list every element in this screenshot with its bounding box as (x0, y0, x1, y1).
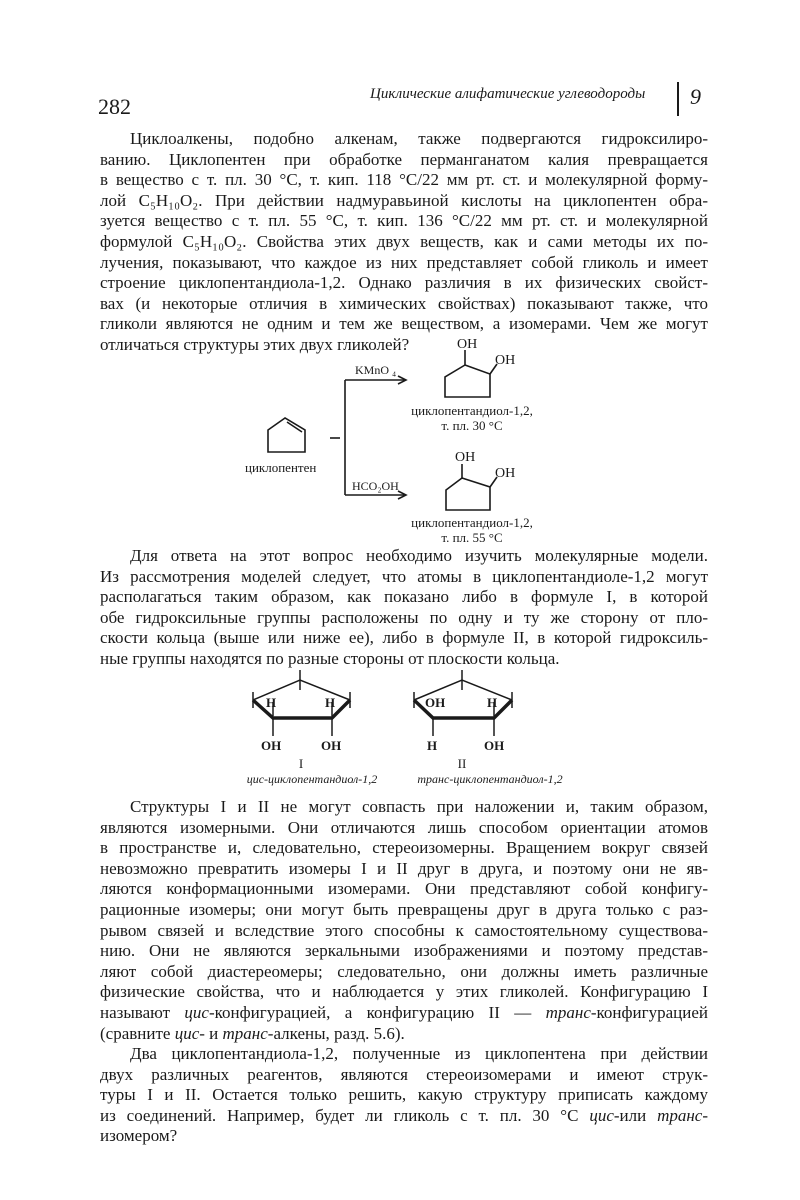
text-segment: -конфигурацией, а конфигурацию II — (208, 1002, 546, 1022)
structure-II-caption: транс-циклопентандиол-1,2 (417, 772, 563, 786)
oh-label: OH (425, 695, 446, 710)
reagent-bottom: HCO₂OH (352, 479, 399, 493)
product-top-mp: т. пл. 30 °С (441, 418, 503, 433)
page-number: 282 (98, 94, 131, 119)
product-bottom-ring (446, 478, 490, 510)
text-segment: вах (и некоторые отличия в химических свойствах) показывают также, что (100, 293, 708, 313)
reagent-top: KMnO ₄ (355, 363, 397, 377)
text-segment: рывом связей и вследствие этого способны к самостоятельному существова- (100, 920, 708, 940)
text-segment: Циклоалкены, подобно алкенам, также подвергаются гидроксилиро- (130, 129, 708, 148)
text-segment: скости кольца (выше или ниже ее), либо в формуле II, в которой гидроксиль- (100, 628, 708, 648)
text-segment: Структуры I и II не могут совпасть при наложении и, таким образом, (130, 797, 708, 816)
oh-label: OH (495, 466, 516, 481)
text-segment: Два циклопентандиола-1,2, полученные из циклопентена при действии (130, 1044, 708, 1063)
text-segment: формулой C₅H₁₀O₂. Свойства этих двух веществ, как и сами методы их по- (100, 231, 708, 251)
h-label: H (325, 695, 336, 710)
oh-label: OH (484, 738, 505, 753)
italic-term: цис (184, 1002, 209, 1022)
italic-term: цис (589, 1105, 614, 1125)
text-segment: являются изомерными. Они отличаются лишь способом ориентации атомов (100, 817, 708, 837)
text-segment: располагаться таким образом, как показано либо в формуле I, в которой (100, 587, 708, 607)
text-segment: -или (613, 1105, 658, 1125)
text-segment: -конфигурацией (590, 1002, 708, 1022)
oh-label: OH (261, 738, 282, 753)
product-bottom-name: циклопентандиол-1,2, (411, 515, 533, 530)
text-segment: гликоли являются не одним и тем же веществом, а изомерами. Чем же могут (100, 314, 708, 334)
h-label: H (266, 695, 277, 710)
structure-I-caption: цис-циклопентандиол-1,2 (246, 772, 378, 786)
text-segment: в вещество с т. пл. 30 °С, т. кип. 118 °С/22 мм рт. ст. и молекулярной форму- (100, 170, 708, 190)
text-segment: ляются конформационными изомерами. Они представляют собой конфигу- (100, 879, 708, 899)
text-segment: Из рассмотрения моделей следует, что атомы в циклопентандиоле-1,2 могут (100, 566, 708, 586)
text-segment: двух различных реагентов, являются стереоизомерами и имеют струк- (100, 1064, 708, 1084)
h-label: H (427, 738, 438, 753)
chapter-number: 9 (690, 84, 701, 109)
text-segment: - (702, 1105, 708, 1125)
text-segment: физические свойства, что и наблюдается у этих гликолей. Конфигурацию I (100, 982, 708, 1002)
text-segment: -алкены, разд. 5.6). (267, 1023, 405, 1043)
text-segment: строение циклопентандиола-1,2. Однако различия в их физических свойст- (100, 273, 708, 293)
text-segment: отличаться структуры этих двух гликолей? (100, 334, 410, 354)
text-segment: нию. Они не являются зеркальными изображениями и поэтому представ- (100, 941, 708, 961)
text-segment: невозможно превратить изомеры I и II друг в друга, и поэтому они не яв- (100, 858, 708, 878)
italic-term: транс (657, 1105, 703, 1125)
text-segment: из соединений. Например, будет ли гликоль с т. пл. 30 °С (100, 1105, 590, 1125)
text-segment: лучения, показывают, что каждое из них представляет собой гликоль и имеет (100, 252, 708, 272)
product-bottom-mp: т. пл. 55 °С (441, 530, 503, 545)
oh-label: OH (457, 337, 478, 352)
text-segment: ванию. Циклопентен при обработке перманганатом калия превращается (100, 149, 708, 169)
structure-II-label: II (457, 756, 467, 771)
text-segment: обе гидроксильные группы расположены по одну и ту же сторону от пло- (100, 607, 708, 627)
text-segment: в пространстве и, следовательно, стереоизомерны. Вращением вокруг связей (100, 838, 708, 858)
text-segment: - и (199, 1023, 223, 1043)
text-segment: зуется вещество с т. пл. 55 °С, т. кип. 136 °С/22 мм рт. ст. и молекулярной (100, 211, 708, 231)
text-segment: туры I и II. Остается только решить, какую структуру приписать каждому (100, 1085, 708, 1105)
text-segment: ляют собой диастереомеры; следовательно, они должны иметь различные (100, 961, 708, 981)
product-top-name: циклопентандиол-1,2, (411, 403, 533, 418)
text-segment: изомером? (100, 1126, 178, 1146)
italic-term: транс (222, 1023, 268, 1043)
oh-label: OH (495, 353, 516, 368)
text-segment: рационные изомеры; они могут быть превращены друг в друга только с раз- (100, 899, 708, 919)
cyclopentene-ring (268, 418, 305, 452)
text-segment: называют (100, 1002, 185, 1022)
oh-label: OH (321, 738, 342, 753)
h-label: H (487, 695, 498, 710)
structure-I-label: I (298, 756, 304, 771)
running-title: Циклические алифатические углеводороды (370, 86, 646, 102)
italic-term: транс (545, 1002, 591, 1022)
italic-term: цис (174, 1023, 200, 1043)
text-segment: ные группы находятся по разные стороны от плоскости кольца. (100, 648, 560, 668)
reactant-label: циклопентен (245, 460, 317, 475)
text-segment: Для ответа на этот вопрос необходимо изучить молекулярные модели. (130, 546, 708, 565)
text-segment: лой C₅H₁₀O₂. При действии надмуравьиной кислоты на циклопентен обра- (100, 190, 708, 210)
oh-label: OH (455, 450, 476, 465)
product-top-ring (445, 365, 490, 397)
text-segment: (сравните (100, 1023, 175, 1043)
